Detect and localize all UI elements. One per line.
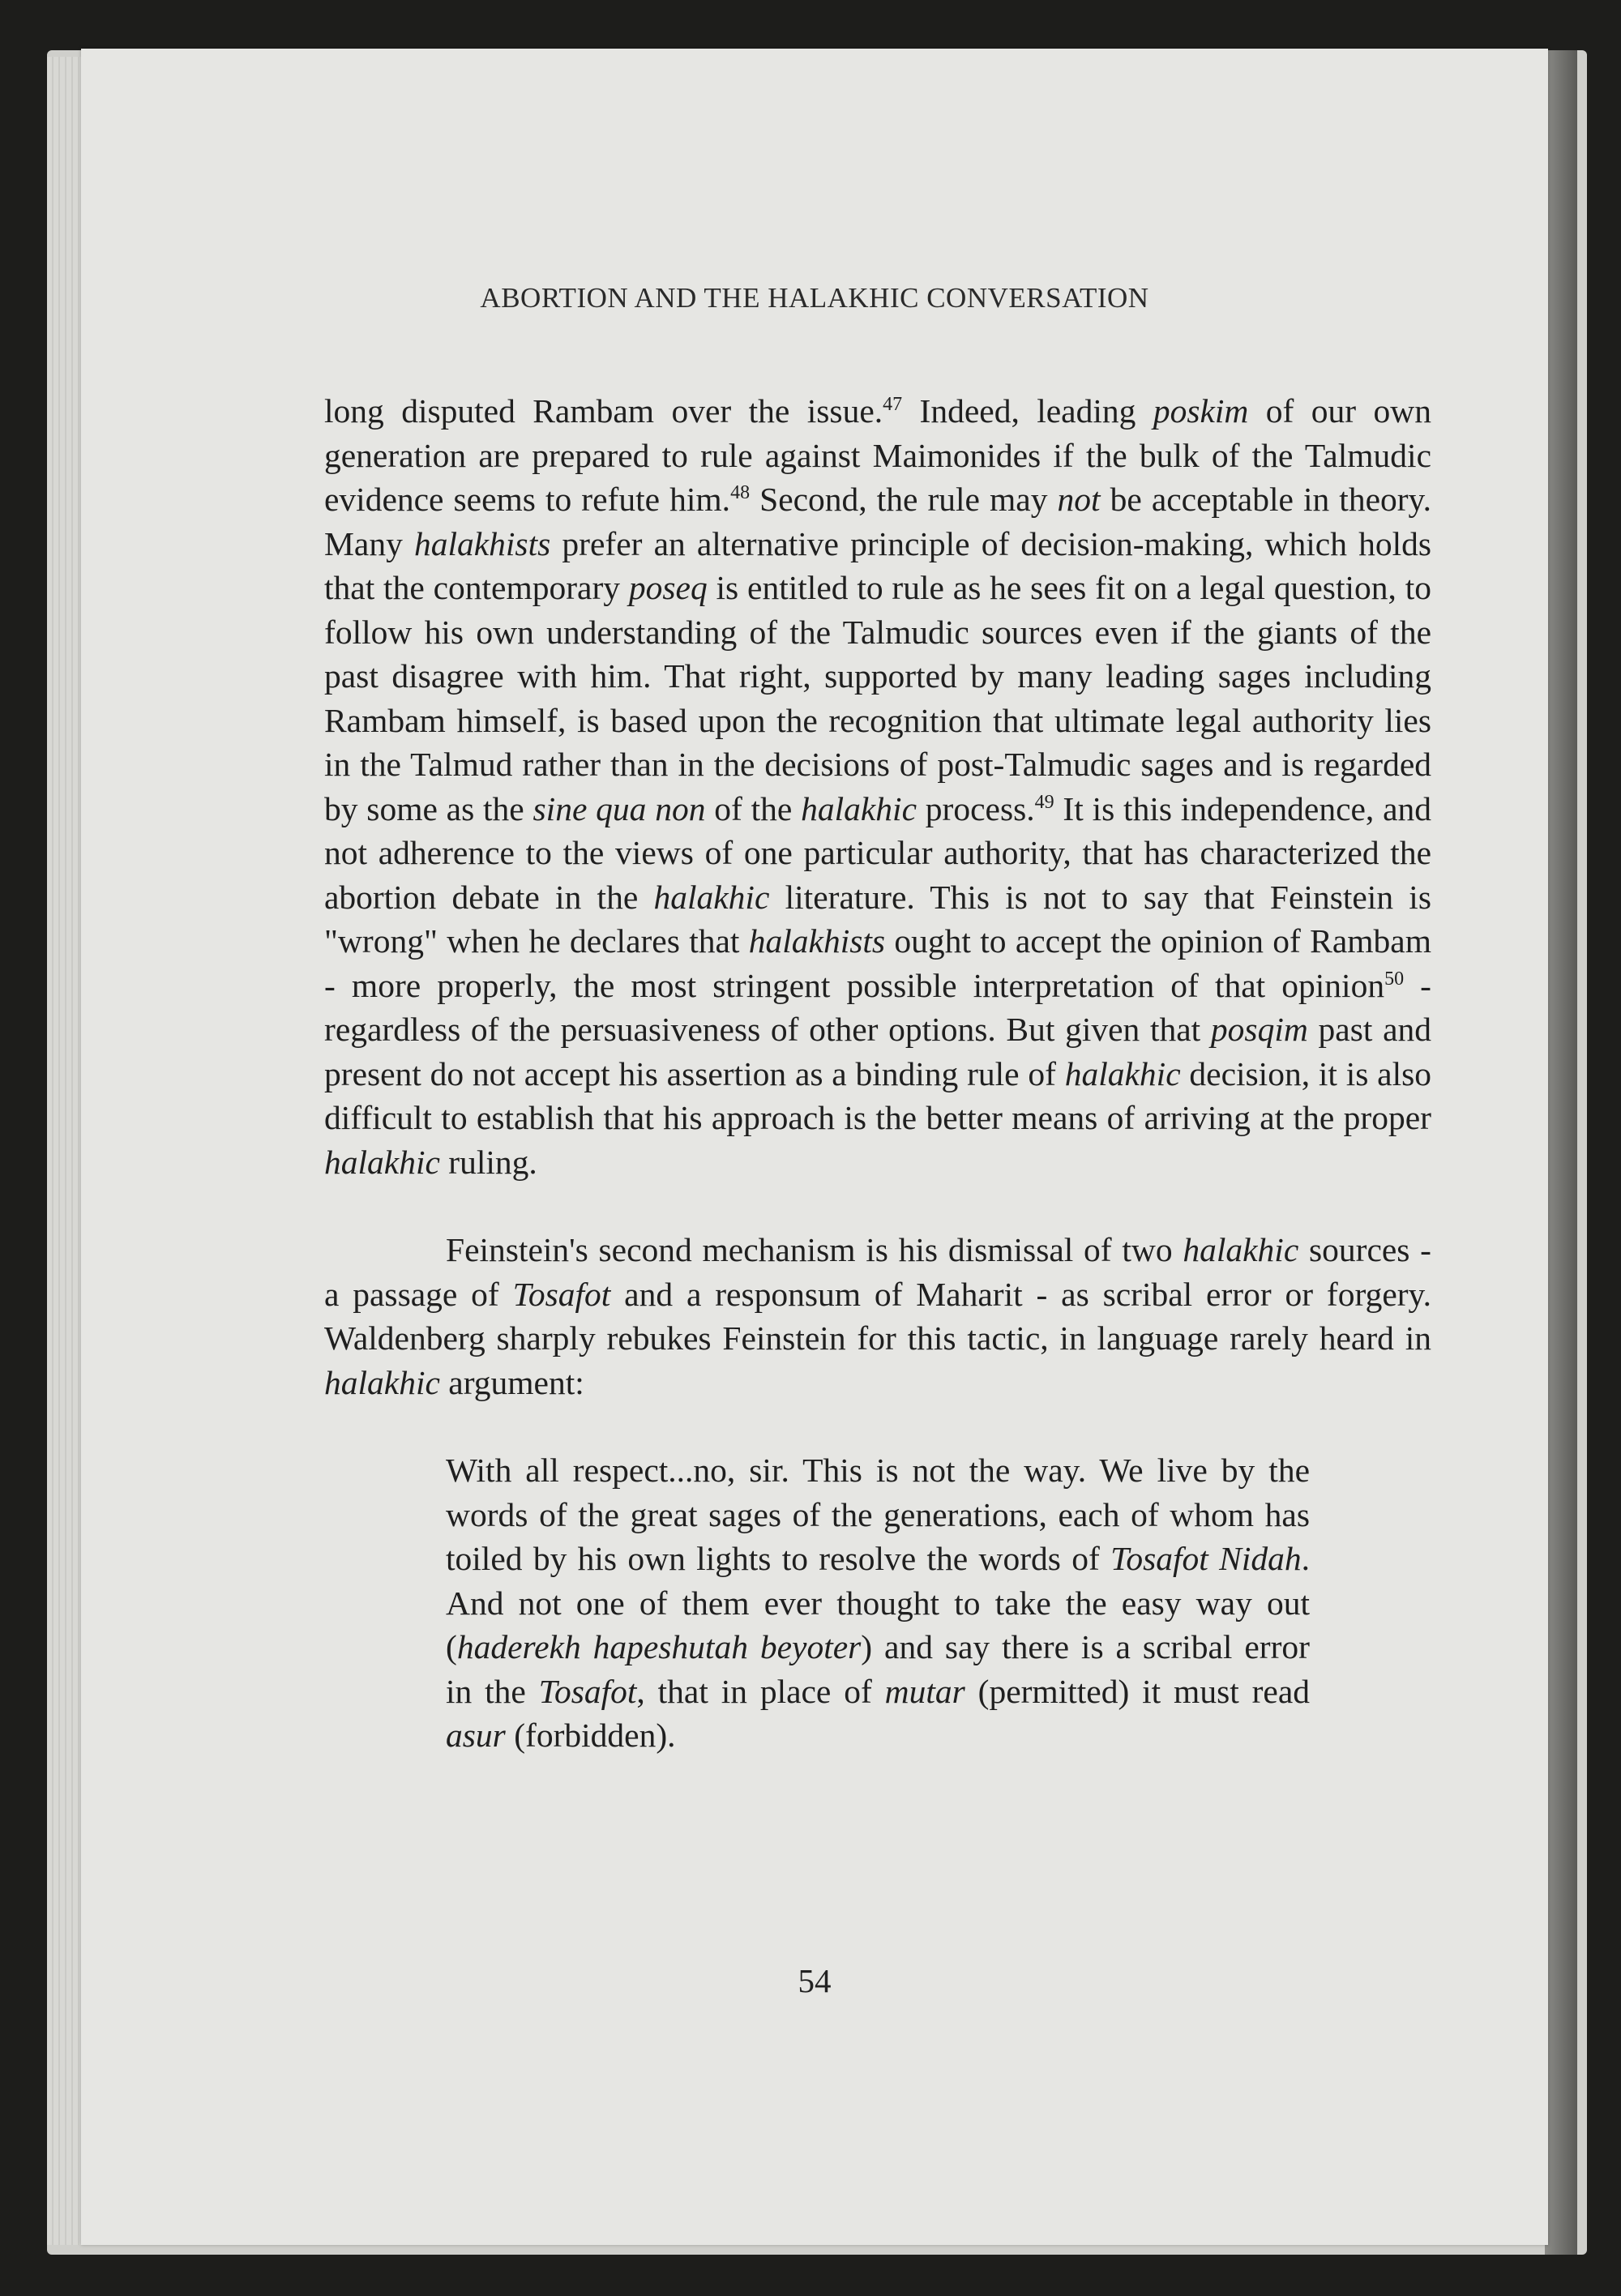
italic-term: sine qua non <box>532 789 706 827</box>
text-span: prefer an alternative principle of decision-making, which holds that the contemporary <box>324 524 1431 606</box>
paragraph-2 <box>324 1228 1431 1405</box>
text-span: Second, the rule may <box>750 481 1058 518</box>
text-span: Feinstein's second mechanism is his dismissal of two <box>446 1231 1183 1268</box>
text-span: . And not one of them ever thought to take the easy way out ( <box>446 1540 1310 1665</box>
italic-term: Tosafot <box>538 1672 637 1710</box>
text-span: It is this independence, and not adherence to the views of one particular authority, that has characterized the abortion debate in the <box>324 789 1431 916</box>
text-span: argument: <box>439 1363 584 1401</box>
body-text <box>324 389 1431 1758</box>
text-span: - regardless of the persuasiveness of other options. But given that <box>324 966 1432 1048</box>
text-span: decision, it is also difficult to establish that his approach is the better means of arriving at the proper <box>324 1054 1431 1136</box>
italic-term: Tosafot <box>512 1275 611 1313</box>
text-span: long disputed Rambam over the issue. <box>324 392 883 430</box>
text-span: past and present do not accept his assertion as a binding rule of <box>324 1011 1431 1092</box>
text-span: , that in place of <box>636 1672 885 1710</box>
text-span: ought to accept the opinion of Rambam - more properly, the most stringent possible interpretation of that opinion <box>324 922 1431 1004</box>
italic-term: halakhic <box>324 1143 440 1181</box>
italic-term: halakhic <box>653 878 770 916</box>
italic-term: halakhic <box>1183 1231 1299 1268</box>
block-quote <box>446 1448 1310 1758</box>
book-page <box>81 49 1548 2245</box>
text-span: is entitled to rule as he sees fit on a legal question, to follow his own understanding of the Talmudic sources even if the giants of the past disagree with him. That right, supported by many leading sages including Rambam himself, is based upon the recognition that ultimate legal authority lies in the Talmud rather than in the decisions of post-Talmudic sages and is regarded by some as the <box>324 569 1431 827</box>
text-span: process. <box>917 789 1035 827</box>
footnote-ref-50: 50 <box>1384 968 1405 990</box>
footnote-ref-49: 49 <box>1034 791 1054 813</box>
italic-term: halakhic <box>801 789 917 827</box>
text-span: of the <box>705 789 802 827</box>
italic-term: haderekh hapeshutah beyoter <box>456 1628 862 1665</box>
italic-term: Tosafot Nidah <box>1110 1540 1302 1577</box>
italic-term: asur <box>446 1717 506 1754</box>
footnote-ref-48: 48 <box>730 482 751 504</box>
text-span: and a responsum of Maharit - as scribal error or forgery. Waldenberg sharply rebukes Feinstein for this tactic, in language rarely heard in <box>324 1275 1431 1357</box>
text-span: ruling. <box>439 1143 537 1181</box>
italic-term: mutar <box>884 1672 965 1710</box>
text-span: (forbidden). <box>505 1717 676 1754</box>
italic-term: halakhic <box>324 1363 440 1401</box>
italic-term: posqim <box>1210 1011 1308 1048</box>
paragraph-1 <box>324 389 1431 1184</box>
text-span: be acceptable in theory. Many <box>324 481 1431 562</box>
italic-term: poskim <box>1153 392 1249 430</box>
italic-term: poseq <box>628 569 708 606</box>
text-span: literature. This is not to say that Feinstein is "wrong" when he declares that <box>324 878 1431 960</box>
italic-term: halakhists <box>413 524 551 562</box>
text-span: of our own generation are prepared to rule against Maimonides if the bulk of the Talmudic evidence seems to refute him. <box>324 392 1431 518</box>
page-number: 54 <box>798 1962 832 1999</box>
text-span: sources - a passage of <box>324 1231 1432 1313</box>
italic-term: not <box>1057 481 1101 518</box>
text-span: (permitted) it must read <box>964 1672 1310 1710</box>
text-span: ) and say there is a scribal error in the <box>446 1628 1310 1710</box>
text-span: With all respect...no, sir. This is not the way. We live by the words of the great sages of the generations, each of whom has toiled by his own lights to resolve the words of <box>446 1452 1310 1577</box>
italic-term: halakhic <box>1064 1054 1181 1092</box>
footnote-ref-47: 47 <box>883 394 903 416</box>
text-span: Indeed, leading <box>902 392 1153 430</box>
facing-page-edge <box>1545 50 1577 2255</box>
running-head: ABORTION AND THE HALAKHIC CONVERSATION <box>480 282 1149 314</box>
italic-term: halakhists <box>748 922 886 960</box>
